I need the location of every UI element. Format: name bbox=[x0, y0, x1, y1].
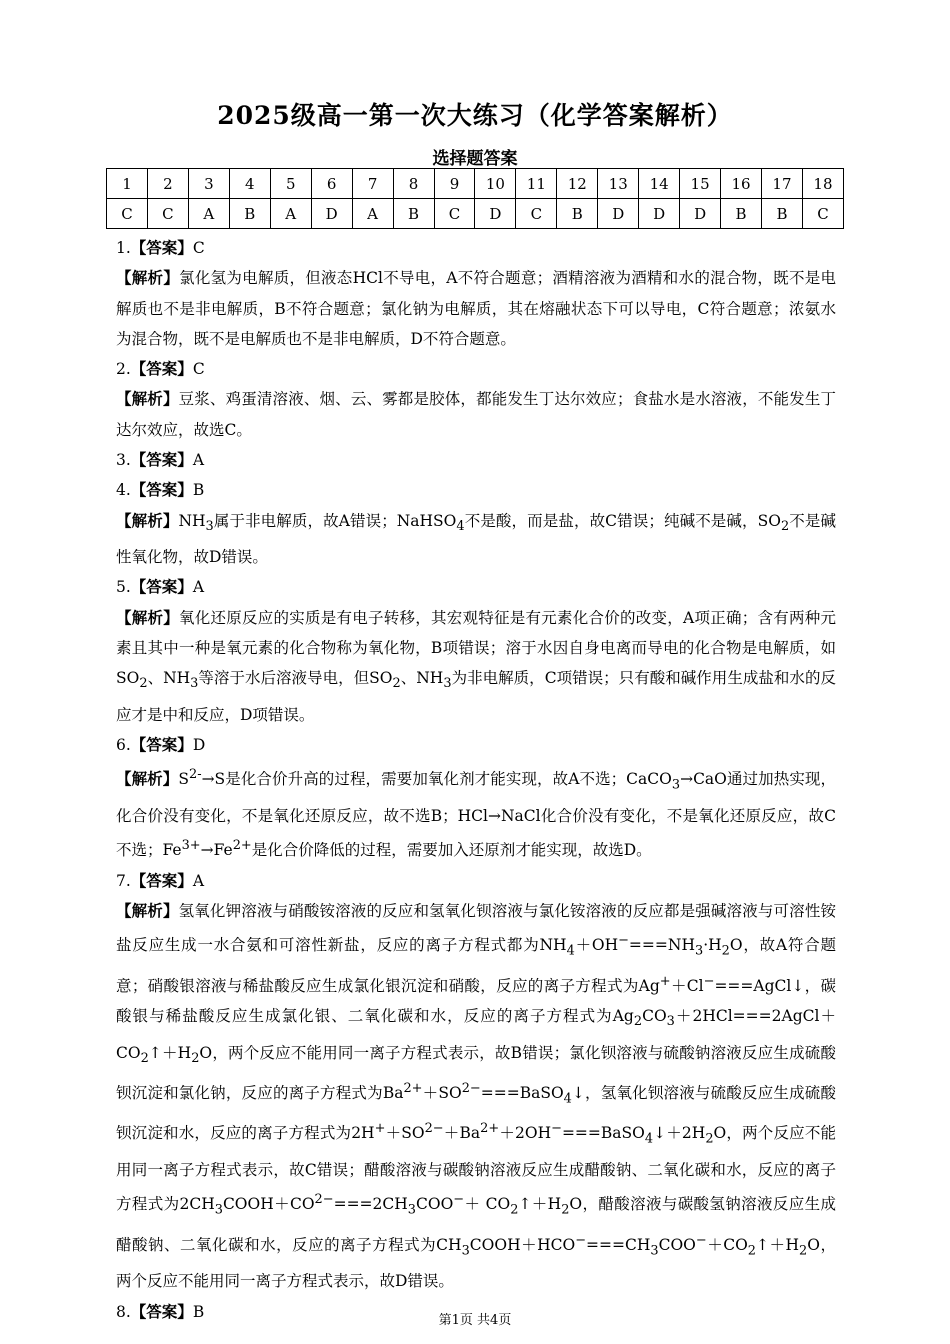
text-run: ＋CO bbox=[706, 1236, 748, 1254]
script-run: + bbox=[374, 1121, 386, 1137]
text-run: ↑＋H bbox=[148, 1043, 192, 1062]
answer-table-answer-cell: D bbox=[598, 199, 639, 229]
script-run: 4 bbox=[566, 943, 575, 959]
answer-table-number-cell: 1 bbox=[107, 169, 148, 199]
script-run: 3 bbox=[650, 1243, 659, 1259]
q5-answer bbox=[116, 572, 836, 602]
answer-table-number-cell: 17 bbox=[762, 169, 803, 199]
answer-table-answer-cell: C bbox=[434, 199, 475, 229]
script-run: 2 bbox=[140, 1050, 149, 1066]
text-run: 属于非电解质，故A错误；NaHSO bbox=[213, 511, 457, 530]
script-run: 3 bbox=[214, 1202, 223, 1218]
analysis-content bbox=[116, 233, 836, 1327]
script-run: 2+ bbox=[480, 1121, 500, 1137]
text-run: A bbox=[192, 451, 205, 470]
text-run: →Fe bbox=[200, 841, 233, 860]
text-run: S bbox=[178, 770, 189, 789]
text-run: NH bbox=[178, 511, 206, 530]
text-run: 6. bbox=[116, 735, 131, 754]
answer-table-answer-cell: D bbox=[639, 199, 680, 229]
text-run: ＋SO bbox=[385, 1124, 425, 1143]
text-run: ===CH bbox=[586, 1236, 651, 1254]
text-run: ===2CH bbox=[333, 1195, 408, 1214]
text-run: COO bbox=[658, 1236, 696, 1254]
answer-table-answer-cell: A bbox=[188, 199, 229, 229]
script-run: 2+ bbox=[403, 1080, 423, 1096]
answer-table-answer-cell: C bbox=[802, 199, 843, 229]
script-run: 2 bbox=[705, 1131, 714, 1147]
answer-table-answer-cell: C bbox=[147, 199, 188, 229]
text-run: 3. bbox=[116, 451, 131, 470]
text-run: →S是化合价升高的过程，需要加氧化剂才能实现，故A不选；CaCO bbox=[201, 770, 672, 789]
text-run: ·H bbox=[703, 936, 722, 955]
answer-table-number-cell: 11 bbox=[516, 169, 557, 199]
script-run: 2 bbox=[633, 1014, 643, 1030]
text-run: 【答案】 bbox=[130, 577, 193, 597]
text-run: 氢氧化钾溶液与硝酸铵溶液的反应和氢氧化钡溶液与氯化铵溶液的反应都是强碱溶液与可溶性铵盐反应生成一水合氨和可溶性新盐，反应的离子方程式都为NH bbox=[116, 901, 836, 955]
text-run: ＋2OH bbox=[499, 1124, 552, 1143]
text-run: 【解析】 bbox=[116, 510, 179, 530]
text-run: COOH＋HCO bbox=[469, 1236, 576, 1254]
answer-table-number-cell: 5 bbox=[270, 169, 311, 199]
q4-analysis bbox=[116, 506, 836, 573]
script-run: − bbox=[618, 933, 629, 949]
text-run: 【答案】 bbox=[130, 450, 193, 470]
script-run: 3 bbox=[443, 676, 452, 692]
answer-table-answer-cell: B bbox=[762, 199, 803, 229]
answer-table-answer-row bbox=[107, 199, 844, 229]
text-run: 【解析】 bbox=[116, 268, 180, 288]
answer-table-number-cell: 7 bbox=[352, 169, 393, 199]
text-run: D bbox=[192, 735, 206, 754]
text-run: 【答案】 bbox=[130, 734, 193, 754]
text-run: ＋Cl bbox=[670, 976, 704, 995]
answer-table-number-cell: 14 bbox=[639, 169, 680, 199]
script-run: 2 bbox=[139, 676, 148, 692]
q2-analysis bbox=[116, 384, 836, 445]
script-run: 2+ bbox=[232, 838, 252, 854]
script-run: 2− bbox=[461, 1080, 481, 1096]
text-run: 【解析】 bbox=[116, 389, 179, 409]
text-run: 1. bbox=[116, 239, 131, 257]
text-run: ↓＋2H bbox=[653, 1124, 706, 1143]
script-run: 2- bbox=[188, 767, 202, 783]
text-run: 不是碱性氧化物，故D错误。 bbox=[116, 511, 836, 567]
text-run: ===BaSO bbox=[561, 1124, 645, 1143]
text-run: 【答案】 bbox=[130, 870, 193, 890]
q3-answer bbox=[116, 445, 836, 475]
q6-analysis bbox=[116, 760, 836, 865]
script-run: − bbox=[695, 1232, 707, 1248]
text-run: B bbox=[192, 1302, 205, 1321]
text-run: O，两个反应不能用同一离子方程式表示，故B错误；氯化钡溶液与硫酸钠溶液反应生成硫酸钡沉淀和氯化钠，反应的离子方程式为Ba bbox=[116, 1043, 836, 1103]
answer-table-number-cell: 3 bbox=[188, 169, 229, 199]
text-run: ↑＋H bbox=[518, 1195, 562, 1214]
q7-answer bbox=[116, 866, 836, 896]
script-run: 2− bbox=[424, 1121, 444, 1137]
script-run: 2 bbox=[561, 1202, 570, 1218]
text-run: 【解析】 bbox=[116, 769, 179, 789]
answer-table-number-cell: 16 bbox=[721, 169, 762, 199]
q1-analysis bbox=[116, 263, 836, 354]
script-run: − bbox=[551, 1121, 562, 1137]
script-run: 3+ bbox=[181, 838, 201, 854]
text-run: ↓，氢氧化钡溶液与硫酸反应生成硫酸钡沉淀和水，反应的离子方程式为2H bbox=[116, 1084, 836, 1143]
text-run: →CaO通过加热实现，化合价没有变化，不是氧化还原反应，故不选B；HCl→NaCl化合价没有变化，不是氧化还原反应，故C不选；Fe bbox=[116, 770, 836, 860]
text-run: 2. bbox=[116, 360, 131, 379]
text-run: ＋Ba bbox=[443, 1124, 481, 1143]
text-run: 【答案】 bbox=[130, 1301, 193, 1321]
answer-table-answer-cell: D bbox=[680, 199, 721, 229]
q7-analysis bbox=[116, 896, 836, 1297]
answer-table-answer-cell: D bbox=[311, 199, 352, 229]
text-run: 氯化氢为电解质，但液态HCl不导电，A不符合题意；酒精溶液为酒精和水的混合物，既不是电解质也不是非电解质，B不符合题意；氯化钠为电解质，其在熔融状态下可以导电，C符合题意；浓氨水为混合物，既不是电解质也不是非电解质，D不符合题意。 bbox=[116, 269, 836, 348]
answer-table-number-cell: 15 bbox=[680, 169, 721, 199]
script-run: + bbox=[659, 973, 671, 989]
script-run: 3 bbox=[461, 1243, 470, 1259]
text-run: ＋2HCl===2AgCl＋CO bbox=[116, 1007, 837, 1062]
script-run: 2 bbox=[392, 676, 401, 692]
script-run: 4 bbox=[644, 1131, 654, 1147]
script-run: − bbox=[703, 973, 715, 989]
q2-answer bbox=[116, 354, 836, 384]
text-run: ===BaSO bbox=[480, 1084, 564, 1103]
script-run: 2− bbox=[314, 1192, 334, 1208]
text-run: 【解析】 bbox=[116, 900, 179, 920]
answer-table-number-cell: 4 bbox=[229, 169, 270, 199]
text-run: O，两个反应不能用同一离子方程式表示，故C错误；醋酸溶液与碳酸钠溶液反应生成醋酸钠、二氧化碳和水，反应的离子方程式为2CH bbox=[116, 1124, 836, 1214]
text-run: C bbox=[192, 239, 205, 257]
q4-answer bbox=[116, 475, 836, 505]
answer-table bbox=[106, 168, 844, 229]
answer-table-number-cell: 18 bbox=[802, 169, 843, 199]
script-run: 3 bbox=[666, 1014, 675, 1030]
text-run: 4. bbox=[116, 481, 131, 500]
text-run: 是化合价降低的过程，需要加入还原剂才能实现，故选D。 bbox=[251, 841, 652, 860]
answer-table-number-cell: 13 bbox=[598, 169, 639, 199]
answer-table-answer-cell: B bbox=[393, 199, 434, 229]
text-run: ===AgCl↓，碳酸银与稀盐酸反应生成氯化银、二氧化碳和水，反应的离子方程式为Ag bbox=[116, 976, 836, 1026]
script-run: 3 bbox=[671, 777, 681, 793]
text-run: B bbox=[192, 481, 205, 500]
script-run: − bbox=[453, 1192, 465, 1208]
text-run: C bbox=[192, 360, 205, 379]
answer-table-number-cell: 2 bbox=[147, 169, 188, 199]
script-run: 2 bbox=[191, 1050, 200, 1066]
answer-table-answer-cell: A bbox=[270, 199, 311, 229]
answer-table-answer-cell: B bbox=[229, 199, 270, 229]
answer-table-number-cell: 9 bbox=[434, 169, 475, 199]
text-run: 8. bbox=[116, 1302, 131, 1321]
answer-table-number-cell: 8 bbox=[393, 169, 434, 199]
text-run: ＋ CO bbox=[464, 1195, 511, 1214]
text-run: ＋SO bbox=[422, 1084, 462, 1103]
text-run: 【答案】 bbox=[130, 359, 193, 379]
answer-table-answer-cell: A bbox=[352, 199, 393, 229]
text-run: 豆浆、鸡蛋清溶液、烟、云、雾都是胶体，都能发生丁达尔效应；食盐水是水溶液，不能发生丁达尔效应，故选C。 bbox=[116, 390, 836, 439]
page-footer: 第1页 共4页 bbox=[438, 1313, 512, 1328]
text-run: 为非电解质，C项错误；只有酸和碱作用生成盐和水的反应才是中和反应，D项错误。 bbox=[116, 669, 836, 724]
q5-analysis bbox=[116, 603, 836, 730]
answer-table-answer-cell: D bbox=[475, 199, 516, 229]
text-run: ===NH bbox=[628, 936, 695, 955]
answer-table-number-cell: 6 bbox=[311, 169, 352, 199]
text-run: A bbox=[192, 871, 205, 890]
script-run: 2 bbox=[780, 518, 790, 534]
text-run: 【解析】 bbox=[116, 607, 180, 627]
text-run: O，故A符合题意；硝酸银溶液与稀盐酸反应生成氯化银沉淀和硝酸，反应的离子方程式为Ag bbox=[116, 936, 836, 995]
q6-answer bbox=[116, 730, 836, 760]
answer-table-number-cell: 10 bbox=[475, 169, 516, 199]
answer-table-answer-cell: B bbox=[557, 199, 598, 229]
script-run: 2 bbox=[721, 943, 730, 959]
script-run: − bbox=[575, 1232, 587, 1248]
text-run: COO bbox=[416, 1195, 454, 1214]
script-run: 2 bbox=[747, 1243, 757, 1259]
script-run: 3 bbox=[694, 943, 704, 959]
text-run: 7. bbox=[116, 871, 131, 890]
text-run: 、NH bbox=[400, 669, 444, 688]
q1-answer bbox=[116, 233, 836, 263]
script-run: 4 bbox=[456, 518, 465, 534]
page-title: 2025级高一第一次大练习（化学答案解析） bbox=[217, 101, 733, 130]
answer-table-answer-cell: C bbox=[516, 199, 557, 229]
text-run: 、NH bbox=[147, 669, 191, 688]
answer-table-number-cell: 12 bbox=[557, 169, 598, 199]
text-run: O，两个反应不能用同一离子方程式表示，故D错误。 bbox=[116, 1236, 836, 1291]
text-run: ↑＋H bbox=[756, 1236, 800, 1254]
answer-table-number-row bbox=[107, 169, 844, 199]
script-run: 3 bbox=[205, 518, 214, 534]
script-run: 2 bbox=[799, 1243, 808, 1259]
text-run: ＋OH bbox=[574, 936, 619, 955]
text-run: A bbox=[192, 578, 205, 597]
text-run: 【答案】 bbox=[130, 480, 193, 500]
text-run: O，醋酸溶液与碳酸氢钠溶液反应生成醋酸钠、二氧化碳和水，反应的离子方程式为CH bbox=[116, 1195, 837, 1254]
answer-table-answer-cell: B bbox=[721, 199, 762, 229]
section-subtitle: 选择题答案 bbox=[432, 149, 518, 169]
text-run: 等溶于水后溶液导电，但SO bbox=[198, 669, 393, 688]
text-run: COOH＋CO bbox=[222, 1195, 315, 1214]
text-run: CO bbox=[642, 1007, 667, 1026]
text-run: 【答案】 bbox=[130, 238, 193, 257]
script-run: 3 bbox=[407, 1202, 416, 1218]
answer-table-answer-cell: C bbox=[107, 199, 148, 229]
text-run: 5. bbox=[116, 578, 131, 597]
text-run: 氧化还原反应的实质是有电子转移，其宏观特征是有元素化合价的改变，A项正确；含有两种元素且其中一种是氧元素的化合物称为氧化物，B项错误；溶于水因自身电离而导电的化合物是电解质，如SO bbox=[116, 608, 836, 688]
script-run: 4 bbox=[563, 1091, 572, 1107]
script-run: 2 bbox=[510, 1202, 519, 1218]
script-run: 3 bbox=[190, 676, 199, 692]
text-run: 不是酸，而是盐，故C错误；纯碱不是碱，SO bbox=[464, 511, 781, 530]
